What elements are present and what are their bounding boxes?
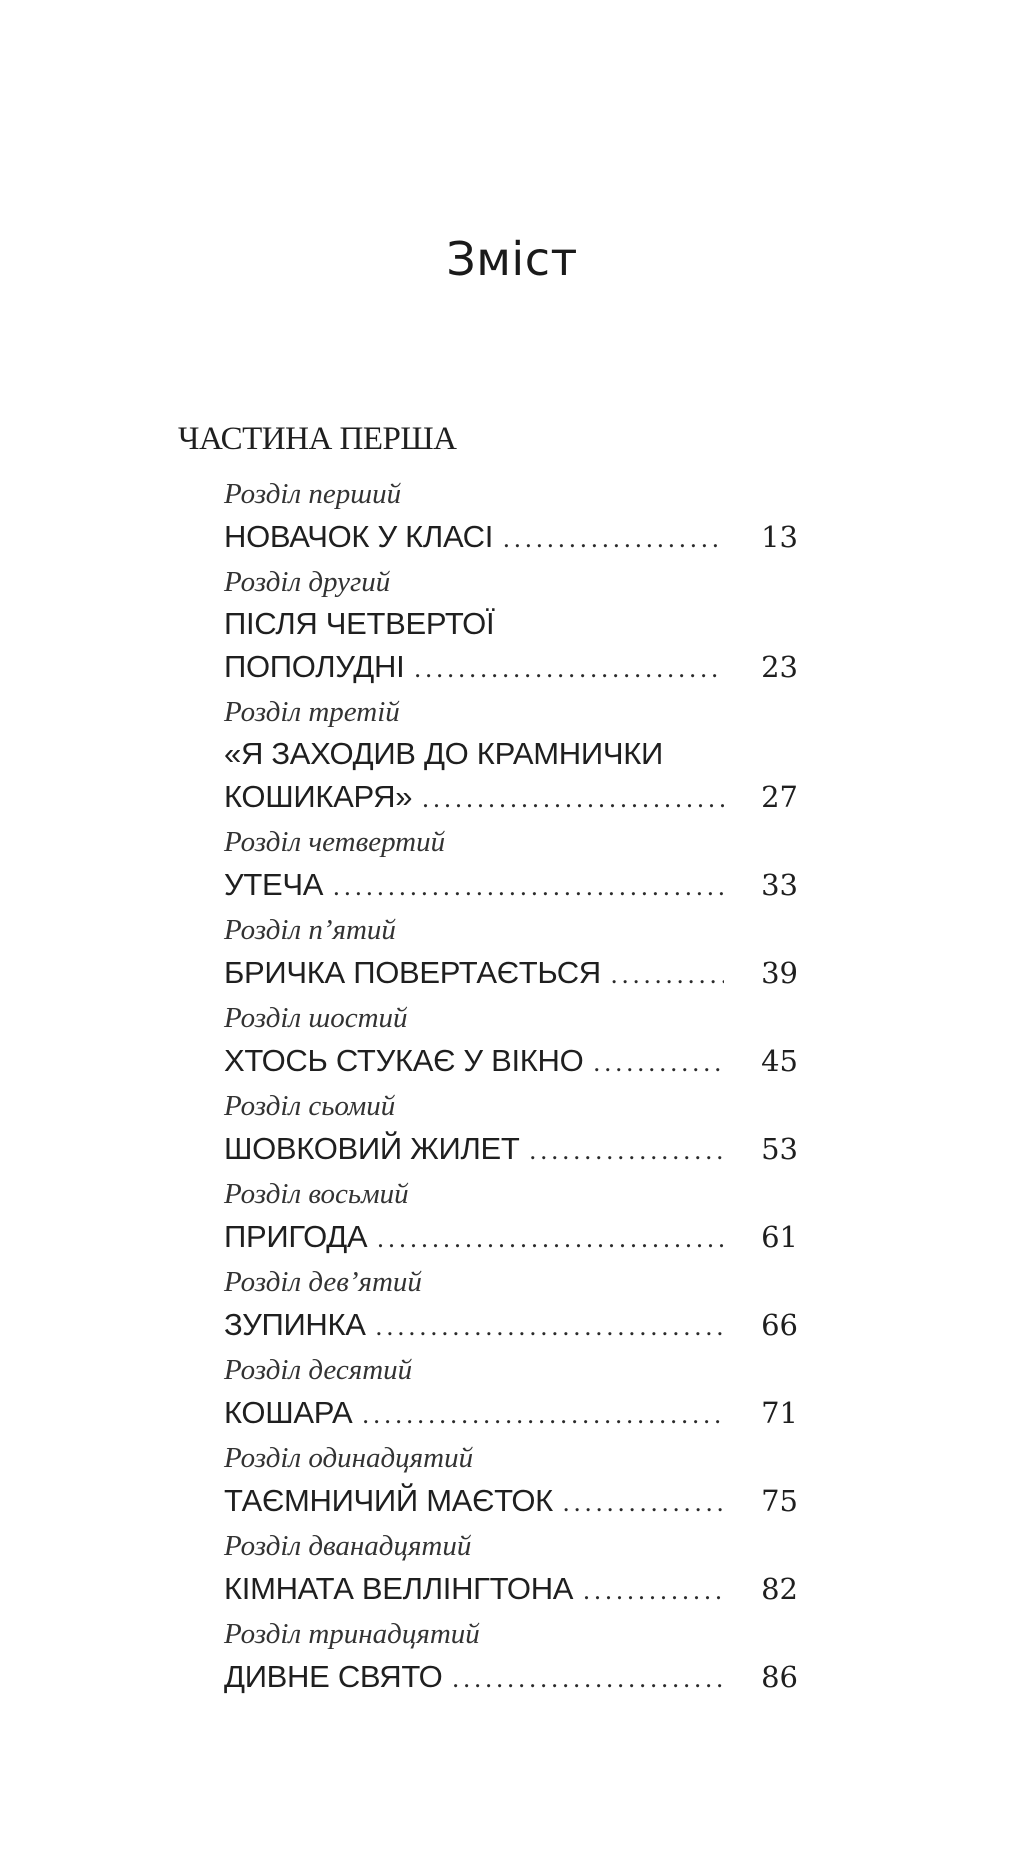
chapter-label: Розділ перший [224,478,402,510]
toc-entry [224,1525,798,1611]
dot-leader [376,1305,724,1349]
chapter-title: ДИВНЕ СВЯТО [224,1659,443,1694]
chapter-title-row [224,1479,798,1523]
page-number: 33 [761,868,798,902]
toc-entry [224,909,798,995]
chapter-label: Розділ третій [224,696,400,728]
toc-list [224,473,798,1701]
chapter-title-line: «Я ЗАХОДИВ ДО КРАМНИЧКИ [224,736,663,771]
chapter-title-row [224,1127,798,1171]
dot-leader [563,1481,724,1525]
chapter-label: Розділ дванадцятий [224,1530,472,1562]
page-title: Зміст [446,232,578,286]
chapter-title: КОШИКАРЯ» [224,779,413,814]
chapter-title: ПРИГОДА [224,1219,368,1254]
dot-leader [593,1041,724,1085]
chapter-title: КІМНАТА ВЕЛЛІНГТОНА [224,1571,574,1606]
page-number: 75 [761,1484,798,1518]
dot-leader [583,1569,724,1613]
chapter-title: КОШАРА [224,1395,353,1430]
dot-leader [377,1217,724,1261]
chapter-title-row [224,1391,798,1435]
toc-entry [224,997,798,1083]
dot-leader [611,953,724,997]
dot-leader [530,1129,724,1173]
chapter-label: Розділ сьомий [224,1090,396,1122]
toc-entry [224,1437,798,1523]
page-number: 27 [761,780,798,814]
chapter-title-row [224,951,798,995]
chapter-title-row [224,863,798,907]
chapter-label: Розділ п’ятий [224,914,396,946]
chapter-title: ШОВКОВИЙ ЖИЛЕТ [224,1131,520,1166]
dot-leader [452,1657,724,1701]
toc-entry [224,561,798,689]
chapter-title: НОВАЧОК У КЛАСІ [224,519,494,554]
part-heading: ЧАСТИНА ПЕРША [178,421,457,457]
toc-entry [224,691,798,819]
toc-entry [224,1349,798,1435]
chapter-title-row [224,1215,798,1259]
chapter-title-row [224,1567,798,1611]
chapter-label: Розділ четвертий [224,826,446,858]
chapter-label: Розділ шостий [224,1002,408,1034]
page-number: 39 [761,956,798,990]
toc-entry [224,1261,798,1347]
page-number: 61 [761,1220,798,1254]
dot-leader [503,517,724,561]
page-number: 23 [761,650,798,684]
chapter-title-row [224,775,798,819]
dot-leader [414,647,724,691]
chapter-title: ХТОСЬ СТУКАЄ У ВІКНО [224,1043,584,1078]
chapter-title-row [224,1039,798,1083]
page-number: 66 [761,1308,798,1342]
chapter-label: Розділ тринадцятий [224,1618,480,1650]
dot-leader [422,777,724,821]
dot-leader [362,1393,724,1437]
chapter-title: ЗУПИНКА [224,1307,366,1342]
chapter-label: Розділ восьмий [224,1178,409,1210]
page-number: 86 [761,1660,798,1694]
chapter-title-line: ПІСЛЯ ЧЕТВЕРТОЇ [224,606,495,641]
page-number: 71 [761,1396,798,1430]
chapter-title: ТАЄМНИЧИЙ МАЄТОК [224,1483,553,1518]
chapter-title-row [224,1303,798,1347]
dot-leader [333,865,724,909]
chapter-label: Розділ дев’ятий [224,1266,422,1298]
chapter-label: Розділ десятий [224,1354,413,1386]
chapter-title-row [224,645,798,689]
page-number: 53 [761,1132,798,1166]
chapter-title: ПОПОЛУДНІ [224,649,405,684]
toc-entry [224,1085,798,1171]
toc-entry [224,473,798,559]
page-number: 13 [761,520,798,554]
chapter-title-row [224,515,798,559]
chapter-label: Розділ одинадцятий [224,1442,474,1474]
chapter-title: БРИЧКА ПОВЕРТАЄТЬСЯ [224,955,601,990]
toc-entry [224,1613,798,1699]
chapter-title-row [224,1655,798,1699]
toc-entry [224,1173,798,1259]
chapter-label: Розділ другий [224,566,391,598]
page-number: 82 [761,1572,798,1606]
toc-entry [224,821,798,907]
page-number: 45 [761,1044,798,1078]
chapter-title: УТЕЧА [224,867,324,902]
